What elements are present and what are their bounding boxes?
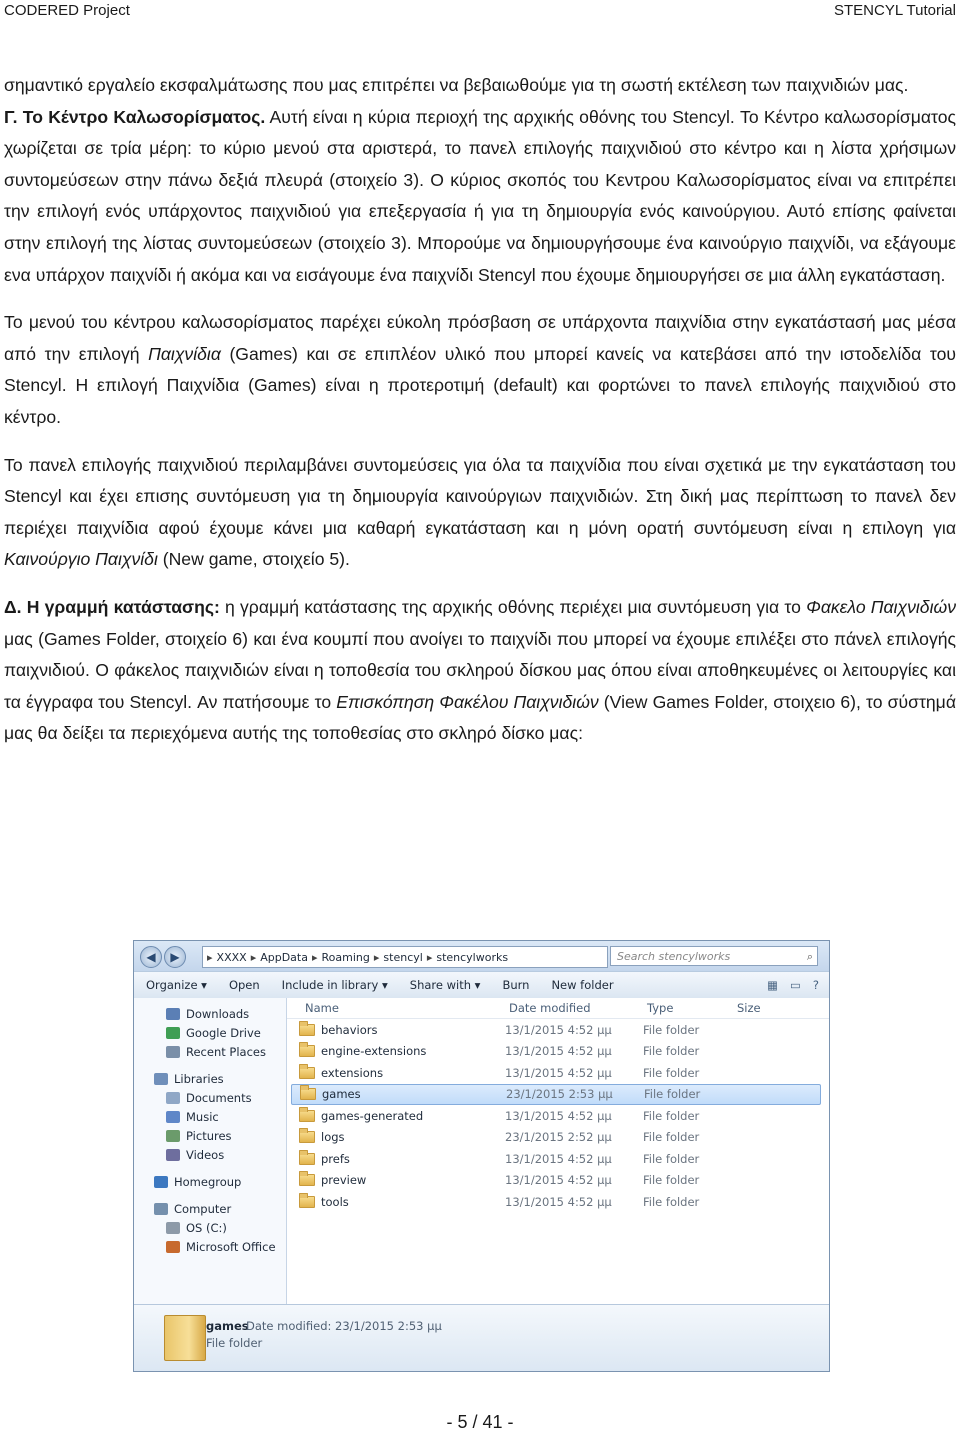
breadcrumb-separator-icon: ▸ (250, 950, 257, 964)
folder-icon (299, 1067, 315, 1079)
file-date: 13/1/2015 4:52 μμ (505, 1194, 612, 1209)
nav-item-label: OS (C:) (186, 1220, 227, 1235)
breadcrumb-stencylworks[interactable]: stencylworks (436, 950, 509, 964)
nav-item[interactable] (134, 1042, 286, 1061)
file-row[interactable] (291, 1127, 821, 1149)
menu-paragraph-text-a: Το μενού του κέντρου καλωσορίσματος παρέχει εύκολη πρόσβαση σε υπάρχοντα παιχνίδια στην εγκατάστασή μας μέσα από την επιλογή (4, 312, 956, 364)
file-type: File folder (643, 1130, 700, 1145)
new-folder-button[interactable]: New folder (551, 978, 614, 992)
search-icon: ⌕ (806, 950, 813, 963)
page-header (4, 0, 956, 28)
nav-item-icon (166, 1092, 180, 1104)
section-g-paragraph (4, 102, 956, 292)
column-size[interactable]: Size (737, 1001, 761, 1015)
organize-button[interactable]: Organize ▾ (146, 978, 207, 992)
search-input[interactable] (610, 946, 818, 966)
file-date: 23/1/2015 2:52 μμ (505, 1130, 612, 1145)
nav-item[interactable] (134, 1023, 286, 1042)
file-rows (287, 1019, 829, 1213)
nav-item-icon (154, 1203, 168, 1215)
nav-item-label: Pictures (186, 1128, 232, 1143)
file-row[interactable] (291, 1170, 821, 1192)
explorer-panes (134, 998, 829, 1305)
address-bar[interactable] (202, 946, 608, 968)
file-row[interactable] (291, 1105, 821, 1127)
section-d-heading: Δ. Η γραμμή κατάστασης: (4, 596, 220, 617)
file-date: 13/1/2015 4:52 μμ (505, 1044, 612, 1059)
nav-item-icon (166, 1046, 180, 1058)
details-pane (134, 1304, 829, 1371)
section-d-paragraph (4, 592, 956, 750)
file-type: File folder (643, 1022, 700, 1037)
nav-item[interactable] (134, 1004, 286, 1023)
folder-icon (299, 1153, 315, 1165)
file-name-cell (291, 1152, 505, 1166)
nav-item-label: Downloads (186, 1006, 250, 1021)
folder-icon (299, 1174, 315, 1186)
file-name-cell (291, 1109, 505, 1123)
file-row[interactable] (291, 1019, 821, 1041)
file-row[interactable] (291, 1041, 821, 1063)
file-name: games (322, 1087, 361, 1102)
nav-item-icon (154, 1176, 168, 1188)
folder-icon (299, 1131, 315, 1143)
file-name-cell (291, 1023, 505, 1037)
include-in-library-button[interactable]: Include in library ▾ (281, 978, 388, 992)
nav-item[interactable] (134, 1199, 286, 1218)
nav-item-label: Homegroup (174, 1174, 242, 1189)
nav-item[interactable] (134, 1107, 286, 1126)
share-with-button[interactable]: Share with ▾ (409, 978, 481, 992)
file-type: File folder (643, 1151, 700, 1166)
file-row[interactable] (291, 1084, 821, 1106)
file-name: behaviors (321, 1022, 378, 1037)
folder-icon (299, 1110, 315, 1122)
file-row[interactable] (291, 1148, 821, 1170)
file-type: File folder (643, 1044, 700, 1059)
column-date[interactable]: Date modified (509, 1001, 591, 1015)
menu-paragraph-emphasis: Παιχνίδια (148, 343, 221, 364)
file-type: File folder (644, 1087, 701, 1102)
section-d-emphasis-2: Επισκόπηση Φακέλου Παιχνιδιών (336, 691, 599, 712)
file-row[interactable] (291, 1191, 821, 1213)
file-type: File folder (643, 1173, 700, 1188)
back-arrow-icon[interactable]: ◀ (140, 946, 162, 968)
preview-pane-icon[interactable]: ▭ (790, 978, 801, 992)
nav-item-icon (166, 1130, 180, 1142)
folder-icon (299, 1045, 315, 1057)
details-type: File folder (206, 1336, 263, 1350)
breadcrumb-separator-icon: ▸ (311, 950, 318, 964)
nav-item-icon (166, 1027, 180, 1039)
file-name-cell (292, 1087, 506, 1101)
open-button[interactable]: Open (228, 978, 260, 992)
panel-paragraph-emphasis: Καινούργιο Παιχνίδι (4, 549, 158, 570)
file-date: 13/1/2015 4:52 μμ (505, 1108, 612, 1123)
nav-item-icon (166, 1241, 180, 1253)
explorer-screenshot (133, 940, 830, 1372)
breadcrumb-separator-icon: ▸ (426, 950, 433, 964)
nav-item-icon (166, 1149, 180, 1161)
file-name-cell (291, 1130, 505, 1144)
column-type[interactable]: Type (647, 1001, 674, 1015)
explorer-toolbar (134, 971, 829, 999)
file-name: logs (321, 1130, 345, 1145)
nav-item-icon (166, 1222, 180, 1234)
folder-icon (299, 1024, 315, 1036)
file-date: 23/1/2015 2:53 μμ (506, 1087, 613, 1102)
folder-path-icon: ▸ (207, 950, 213, 964)
nav-item-label: Music (186, 1109, 219, 1124)
nav-item[interactable] (134, 1218, 286, 1237)
details-modified: Date modified: 23/1/2015 2:53 μμ (246, 1319, 442, 1333)
breadcrumb-roaming[interactable]: Roaming (321, 950, 370, 964)
nav-item[interactable] (134, 1172, 286, 1191)
file-date: 13/1/2015 4:52 μμ (505, 1173, 612, 1188)
column-name[interactable]: Name (305, 1001, 339, 1015)
panel-paragraph (4, 450, 956, 576)
file-date: 13/1/2015 4:52 μμ (505, 1065, 612, 1080)
file-name: extensions (321, 1065, 384, 1080)
page-number: - 5 / 41 - (446, 1412, 514, 1432)
nav-item-icon (166, 1008, 180, 1020)
section-g-heading: Γ. Το Κέντρο Καλωσορίσματος. (4, 106, 266, 127)
nav-item-icon (154, 1073, 168, 1085)
nav-item-label: Recent Places (186, 1044, 266, 1059)
page-body (4, 70, 956, 766)
nav-item[interactable] (134, 1145, 286, 1164)
folder-icon (300, 1088, 316, 1100)
file-name-cell (291, 1173, 505, 1187)
search-placeholder: Search stencylworks (617, 950, 731, 963)
file-type: File folder (643, 1108, 700, 1123)
view-options-icon[interactable]: ▦ (767, 978, 779, 992)
details-name: games (206, 1319, 249, 1333)
forward-arrow-icon[interactable]: ▶ (164, 946, 186, 968)
file-name: prefs (321, 1151, 350, 1166)
section-d-text-a: η γραμμή κατάστασης της αρχικής οθόνης περιέχει μια συντόμευση για το (219, 596, 807, 617)
menu-paragraph-text-b: (Games) και σε επιπλέον υλικό που μπορεί κανείς να κατεβάσει από την ιστοδελίδα του Stencyl. Η επιλογή Παιχνίδια (Games) είναι η προτεροτιμή (default) και φορτώνει το πανελ επιλογής παιχνιδιού στο κέντρο. (4, 343, 956, 427)
file-type: File folder (643, 1194, 700, 1209)
burn-button[interactable]: Burn (502, 978, 530, 992)
nav-item[interactable] (134, 1237, 286, 1256)
file-date: 13/1/2015 4:52 μμ (505, 1022, 612, 1037)
nav-item[interactable] (134, 1088, 286, 1107)
view-controls (767, 978, 819, 992)
file-date: 13/1/2015 4:52 μμ (505, 1151, 612, 1166)
nav-item-label: Google Drive (186, 1025, 261, 1040)
nav-item-label: Videos (186, 1147, 225, 1162)
menu-paragraph (4, 307, 956, 433)
folder-icon (299, 1196, 315, 1208)
file-name: preview (321, 1173, 367, 1188)
nav-item-label: Computer (174, 1201, 232, 1216)
help-icon[interactable]: ? (812, 978, 819, 992)
section-d-text-c: (View Games Folder, στοιχειο 6), το σύστημά μας θα δείξει τα περιεχόμενα αυτής της τοποθεσίας στο σκληρό δίσκο μας: (4, 691, 956, 744)
explorer-address-row (134, 941, 829, 971)
file-name-cell (291, 1195, 505, 1209)
file-name: tools (321, 1194, 349, 1209)
file-type: File folder (643, 1065, 700, 1080)
header-title: STENCYL Tutorial (834, 2, 956, 19)
file-name: engine-extensions (321, 1044, 427, 1059)
panel-paragraph-text-b: (New game, στοιχείο 5). (157, 549, 350, 570)
nav-item[interactable] (134, 1069, 286, 1088)
breadcrumb-stencyl[interactable]: stencyl (383, 950, 423, 964)
breadcrumb-separator-icon: ▸ (373, 950, 380, 964)
section-d-emphasis-1: Φακελο Παιχνιδιών (806, 596, 956, 617)
nav-item[interactable] (134, 1126, 286, 1145)
panel-paragraph-text-a: Το πανελ επιλογής παιχνιδιού περιλαμβάνει συντομεύσεις για όλα τα παιχνίδια που είναι σχετικά με την εγκατάσταση του Stencyl και έχει επισης συντόμευση για τη δημιουργία καινούργιων παιχνιδιών. Στη δική μας περίπτωση το πανελ δεν περιέχει παιχνίδια αφού έχουμε κάνει μια καθαρή εγκατάσταση και η μόνη ορατή συντόμευση είναι η επιλογη για (4, 454, 956, 538)
file-list (287, 998, 829, 1305)
section-g-text: Αυτή είναι η κύρια περιοχή της αρχικής οθόνης του Stencyl. Το Κέντρο καλωσορίσματος χωρίζεται σε τρία μέρη: το κύριο μενού στα αριστερά, το πανελ επιλογής παιχνιδιού στο κέντρο και η λίστα χρήσιμων συντομεύσεων στην πάνω δεξιά πλευρά (στοιχείο 3). Ο κύριος σκοπός του Κεντρου Καλωσορίσματος είναι να επιτρέπει την επιλογή ενός υπάρχοντος παιχνιδιού για επεξεργασία ή για τη δημιουργία ενός καινούργιου. Αυτό επίσης φαίνεται στην επιλογή της λίστας συντομεύσεων (στοιχείο 3). Μπορούμε να δημιουργήσουμε ένα καινούργιο παιχνίδι, να εξάγουμε ενα υπάρχον παιχνίδι ή ακόμα και να εισάγουμε ένα παιχνίδι Stencyl που έχουμε δημιουργήσει σε μια άλλη εγκατάσταση. (4, 106, 956, 285)
navigation-pane (134, 998, 287, 1305)
header-project: CODERED Project (4, 2, 130, 19)
nav-item-label: Documents (186, 1090, 252, 1105)
file-row[interactable] (291, 1062, 821, 1084)
nav-item-label: Libraries (174, 1071, 224, 1086)
file-name: games-generated (321, 1108, 424, 1123)
breadcrumb-user[interactable]: XXXX (216, 950, 247, 964)
breadcrumb-appdata[interactable]: AppData (260, 950, 308, 964)
file-name-cell (291, 1066, 505, 1080)
file-name-cell (291, 1044, 505, 1058)
paragraph-continued: σημαντικό εργαλείο εκσφαλμάτωσης που μας επιτρέπει να βεβαιωθούμε για τη σωστή εκτέλεση των παιχνιδιών μας. (4, 75, 909, 95)
nav-item-label: Microsoft Office (186, 1239, 276, 1254)
large-folder-icon (164, 1315, 206, 1361)
section-d-text-b: μας (Games Folder, στοιχείο 6) και ένα κουμπί που ανοίγει το παιχνίδι που μπορεί να έχουμε επιλέξει στο πάνελ επιλογής παιχνιδιού. Ο φάκελος παιχνιδιών είναι η τοποθεσία του σκληρού δίσκου μας όπου είναι αποθηκευμένες οι λειτουργίες και τα έγγραφα του Stencyl. Αν πατήσουμε το (4, 628, 956, 712)
nav-item-icon (166, 1111, 180, 1123)
column-headers (287, 998, 829, 1019)
